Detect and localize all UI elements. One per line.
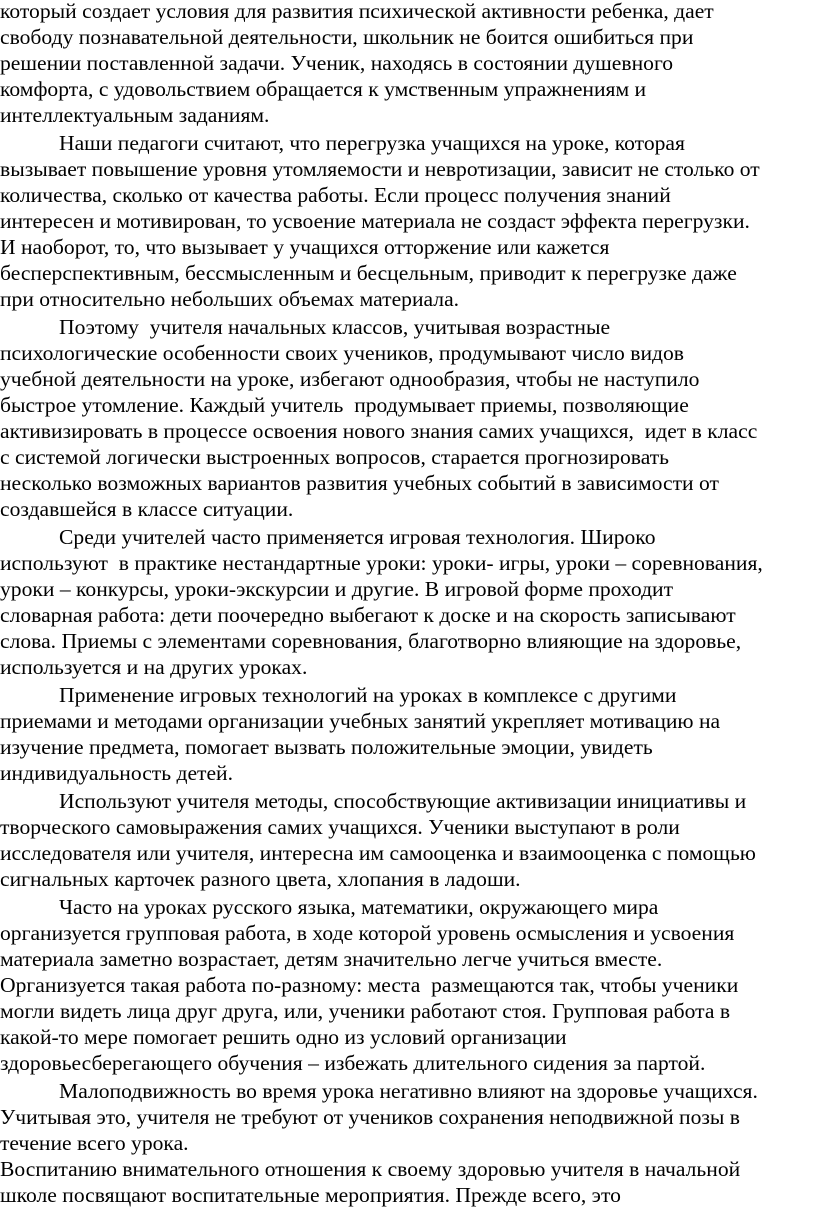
text-line: создавшейся в классе ситуации. — [0, 497, 294, 521]
text-line: интересен и мотивирован, то усвоение материала не создаст эффекта перегрузки. — [0, 209, 750, 233]
text-line: Организуется такая работа по-разному: места размещаются так, чтобы ученики — [0, 973, 739, 997]
text-line: изучение предмета, помогает вызвать положительные эмоции, увидеть — [0, 735, 653, 759]
text-line: могли видеть лица друг друга, или, ученики работают стоя. Групповая работа в — [0, 999, 731, 1023]
text-line: который создает условия для развития психической активности ребенка, дает — [0, 0, 714, 23]
text-line: организуется групповая работа, в ходе которой уровень осмысления и усвоения — [0, 921, 735, 945]
text-line: психологические особенности своих учеников, продумывают число видов — [0, 341, 684, 365]
paragraph-start-line: Наши педагоги считают, что перегрузка учащихся на уроке, которая — [59, 131, 685, 155]
paragraph-start-line: Воспитанию внимательного отношения к своему здоровью учителя в начальной — [0, 1157, 741, 1181]
text-line: И наоборот, то, что вызывает у учащихся отторжение или кажется — [0, 235, 610, 259]
text-line: здоровьесберегающего обучения – избежать длительного сидения за партой. — [0, 1051, 706, 1075]
text-line: какой-то мере помогает решить одно из условий организации — [0, 1025, 567, 1049]
paragraph-start-line: Используют учителя методы, способствующие активизации инициативы и — [59, 789, 747, 813]
text-line: словарная работа: дети поочередно выбегают к доске и на скорость записывают — [0, 603, 736, 627]
text-line: несколько возможных вариантов развития учебных событий в зависимости от — [0, 471, 719, 495]
text-line: используют в практике нестандартные уроки: уроки- игры, уроки – соревнования, — [0, 551, 763, 575]
text-line: используется и на других уроках. — [0, 655, 308, 679]
text-line: бесперспективным, бессмысленным и бесцельным, приводит к перегрузке даже — [0, 261, 737, 285]
text-line: слова. Приемы с элементами соревнования, благотворно влияющие на здоровье, — [0, 629, 742, 653]
text-line: уроки – конкурсы, уроки-экскурсии и другие. В игровой форме проходит — [0, 577, 674, 601]
text-line: Учитывая это, учителя не требуют от учеников сохранения неподвижной позы в — [0, 1105, 741, 1129]
text-line: материала заметно возрастает, детям значительно легче учиться вместе. — [0, 947, 663, 971]
text-line: творческого самовыражения самих учащихся. Ученики выступают в роли — [0, 815, 680, 839]
text-line: сигнальных карточек разного цвета, хлопания в ладоши. — [0, 867, 521, 891]
text-line: течение всего урока. — [0, 1131, 189, 1155]
paragraph-start-line: Малоподвижность во время урока негативно влияют на здоровье учащихся. — [59, 1079, 758, 1103]
text-line: быстрое утомление. Каждый учитель продумывает приемы, позволяющие — [0, 393, 689, 417]
text-line: комфорта, с удовольствием обращается к умственным упражнениям и — [0, 77, 647, 101]
text-line: исследователя или учителя, интересна им самооценка и взаимооценка с помощью — [0, 841, 756, 865]
text-line: школе посвящают воспитательные мероприятия. Прежде всего, это — [0, 1183, 621, 1207]
text-line: решении поставленной задачи. Ученик, находясь в состоянии душевного — [0, 51, 674, 75]
text-line: при относительно небольших объемах материала. — [0, 287, 460, 311]
text-line: свободу познавательной деятельности, школьник не боится ошибиться при — [0, 25, 694, 49]
text-line: интеллектуальным заданиям. — [0, 103, 270, 127]
text-line: учебной деятельности на уроке, избегают однообразия, чтобы не наступило — [0, 367, 700, 391]
text-line: приемами и методами организации учебных занятий укрепляет мотивацию на — [0, 709, 721, 733]
paragraph-start-line: Поэтому учителя начальных классов, учитывая возрастные — [59, 315, 611, 339]
paragraph-start-line: Часто на уроках русского языка, математики, окружающего мира — [59, 895, 659, 919]
text-line: активизировать в процессе освоения нового знания самих учащихся, идет в класс — [0, 419, 758, 443]
text-line: количества, сколько от качества работы. Если процесс получения знаний — [0, 183, 671, 207]
text-line: индивидуальность детей. — [0, 761, 234, 785]
paragraph-start-line: Среди учителей часто применяется игровая технология. Широко — [59, 525, 656, 549]
text-line: вызывает повышение уровня утомляемости и невротизации, зависит не столько от — [0, 157, 760, 181]
paragraph-start-line: Применение игровых технологий на уроках в комплексе с другими — [59, 683, 677, 707]
text-line: с системой логически выстроенных вопросов, старается прогнозировать — [0, 445, 670, 469]
